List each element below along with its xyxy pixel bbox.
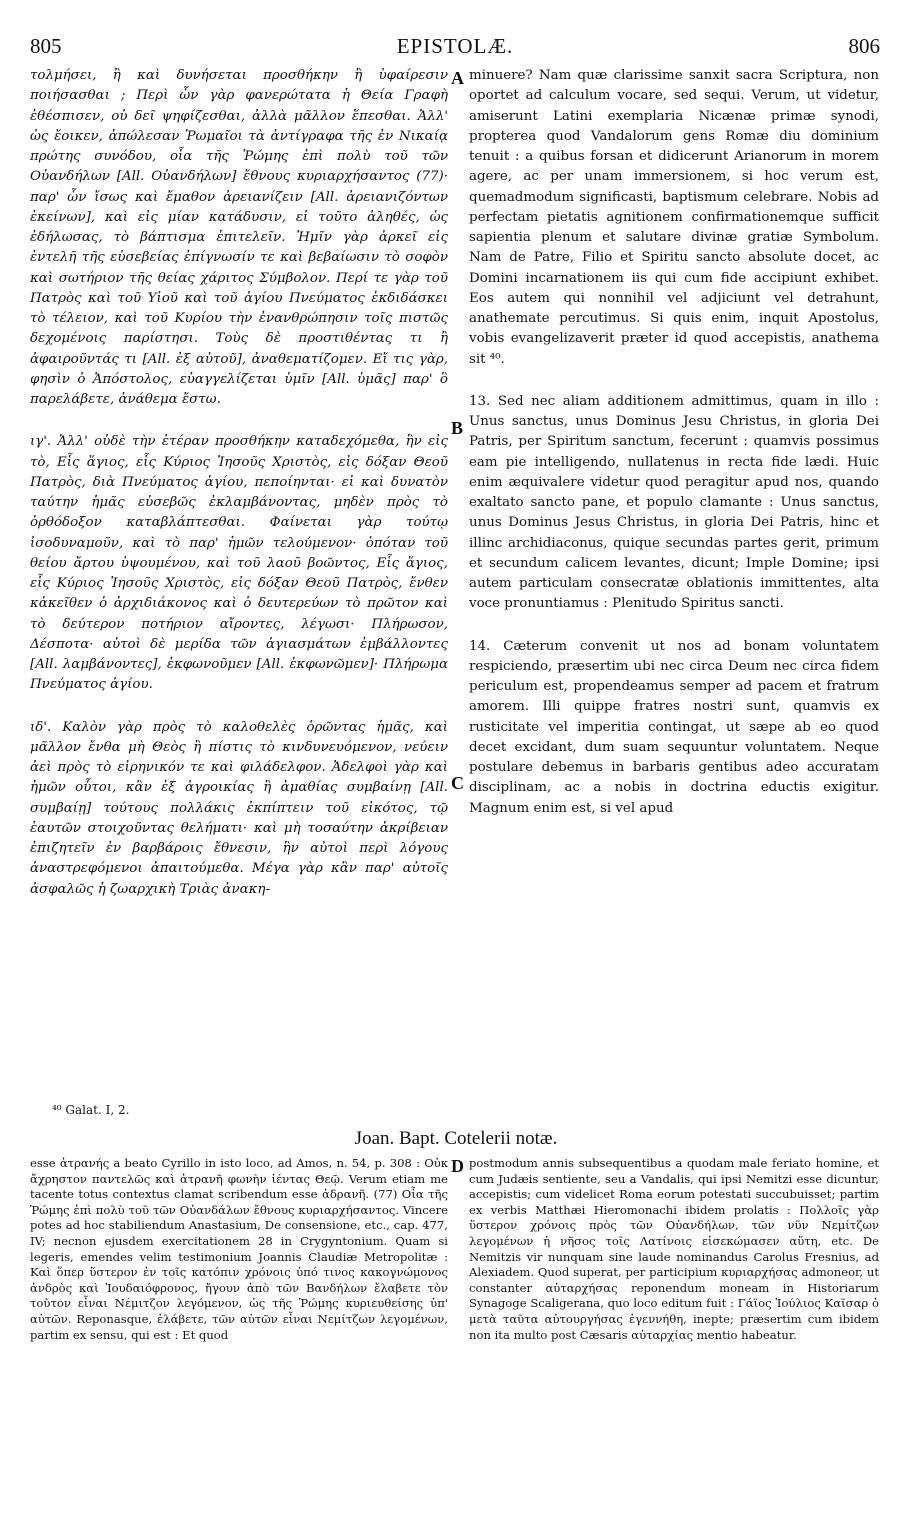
footnote: ⁴⁰ Galat. I, 2. <box>52 1103 130 1117</box>
greek-paragraph-1: τολμήσει, ἢ καὶ δυνήσεται προσθήκην ἢ ὑφαίρεσιν ποιήσασθαι ; Περὶ ὧν γὰρ φανερώτατα ἡ Θεία Γραφὴ ἐθέσπισεν, οὐ δεῖ ψηφίζεσθαι, ἀλλὰ μᾶλλον ἕπεσθαι. Ἀλλ' ὡς ἔοικεν, ἀπώλεσαν Ῥωμαῖοι τὰ ἀντίγραφα τῆς ἐν Νικαίᾳ πρώτης συνόδου, οἷα τῆς Ῥώμης ἐπὶ πολὺ τοῦ τῶν Οὐανδήλων [All. Οὐανδήλων] ἔθνους κυριαρχήσαντος (77)· παρ' ὧν ἴσως καὶ ἔμαθον ἀρειανίζειν [All. ἀρειανιζόντων ἐκείνων], καὶ εἰς μίαν κατάδυσιν, εἰ τοῦτο ἀληθές, ὡς ἐδήλωσας, τὸ βάπτισμα ἐπιτελεῖν. Ἡμῖν γὰρ ἀρκεῖ εἰς ἐντελῆ τῆς εὐσεβείας ἐπίγνωσίν τε καὶ βεβαίωσιν τὸ σοφὸν καὶ σωτήριον τῆς θείας χάριτος Σύμβολον. Περί τε γὰρ τοῦ Πατρὸς καὶ τοῦ Υἱοῦ καὶ τοῦ ἁγίου Πνεύματος ἐκδιδάσκει τὸ τέλειον, καὶ τοῦ Κυρίου τὴν ἐνανθρώπησιν τοῖς πιστῶς δεχομένοις παρίστησι. Τοὺς δὲ προστιθέντας τι ἢ ἀφαιροῦντάς τι [All. ἐξ αὐτοῦ], ἀναθεματίζομεν. Εἴ τις γὰρ, φησὶν ὁ Ἀπόστολος, εὐαγγελίζεται ὑμῖν [All. ὑμᾶς] παρ' ὃ παρελάβετε, ἀνάθεμα ἔστω. <box>30 68 448 407</box>
margin-marker-b: B <box>451 418 464 438</box>
greek-column <box>30 66 448 900</box>
latin-paragraph-2: 13. Sed nec aliam additionem admittimus, quam in illo : Unus sanctus, unus Dominus Jesu Christus, in gloria Dei Patris, per Spiritum sanctum, fecerunt : quamvis possimus eam pie intelligendo, nullatenus in recta fide lædi. Huic enim æquivalere videtur quod peragitur apud nos, quando exaltato sancto pane, et populo clamante : Unus sanctus, unus Dominus Jesus Christus, in gloria Dei Patris, hinc et illinc archidiaconus, quique secundas partes gerit, primum et secundum calicem levantes, dicunt; Imple Domine; ipsi autem particulam consecratæ oblationis immittentes, alta voce pronuntiamus : Plenitudo Spiritus sancti. <box>469 393 879 612</box>
page-header <box>30 34 880 60</box>
notes-left-text: esse ἀτρανής a beato Cyrillo in isto loco, ad Amos, n. 54, p. 308 : Οὐκ ἄχρηστον παντελῶς καὶ ἀτρανῆ φωνὴν ἱέντας Θεῷ. Verum etiam me tacente totus contextus clamat scribendum esse ἀδρανῆ. (77) Οἷα τῆς Ῥώμης ἐπὶ πολὺ τοῦ τῶν Οὐανδάλων ἔθνους κυριαρχήσαντος. Vincere potes ad hoc stabiliendum Anastasium, De consensione, etc., cap. 477, IV; necnon ejusdem exercitationem 28 in Crygyntonium. Quam si legeris, emendes velim testimonium Joannis Claudiæ Metropolitæ : Καὶ ὅπερ ὕστερον ἐν τοῖς κατόπιν χρόνοις ὑπό τινος κακογνώμονος ἀνδρὸς καὶ Ἰουδαιόφρονος, ἤγουν ἀπὸ τῶν Βανδήλων ἔλαβετε τὸν τοῦτον εἶναι Νέμιτζον λεγόμενον, ὡς τῆς Ῥώμης κυριευθείσης ὑπ' αὐτῶν. Reponasque, ἐλάβετε, τῶν αὐτῶν εἶναι Νεμίτζων λεγομένων, partim ex sensu, qui est : Et quod <box>30 1156 448 1342</box>
page-number-right: 806 <box>848 34 880 58</box>
margin-marker-d: D <box>451 1156 464 1176</box>
notes-right-text: postmodum annis subsequentibus a quodam male feriato homine, et cum Judæis sentiente, seu a Vandalis, qui ipsi Nemitzi esse dicuntur, accepistis; cum videlicet Roma eorum potestati succubuisset; partim ex verbis Matthæi Hieromonachi ibidem prolatis : Πολλοῖς γὰρ ὕστερον χρόνοις πρὸς τῶν Οὐανδήλων, τῶν νῦν Νεμίτζων λεγομένων ἡ νῆσος τοῖς Λατίνοις εἰσεκώμασεν αὕτη, etc. De Nemitzis vir nunquam sine laude nominandus Carolus Fresnius, ad Alexiadem. Quod superat, per participium κυριαρχήσας admoneor, ut constanter αὐταρχήσας reponendum moneam in Historiarum Synagoge Scaligerana, quo loco editum fuit : Γάϊος Ἰούλιος Καῖσαρ ὁ μετὰ ταῦτα αὐτουργήσας ἐγεννήθη, inepte; præsertim cum ibidem non ita multo post Cæsaris αὐταρχίας mentio habeatur. <box>469 1156 879 1342</box>
latin-paragraph-3: 14. Cæterum convenit ut nos ad bonam voluntatem respiciendo, præsertim ubi nec circa Deum nec circa fidem periculum est, propendeamus semper ad pacem et fratrum amorem. Illi quippe fratres nostri sunt, quamvis ex rusticitate vel imperitia contingat, ut sæpe ab eo quod decet excidant, dum suam sequuntur voluntatem. Neque postulare debemus in barbaris gentibus adeo accuratam disciplinam, ac a nobis in doctrina eductis exigitur. Magnum enim est, si vel apud <box>469 638 879 816</box>
latin-column <box>469 66 879 819</box>
latin-paragraph-1: minuere? Nam quæ clarissime sanxit sacra Scriptura, non oportet ad calculum vocare, sed sequi. Verum, ut videtur, amiserunt Latini exemplaria Nicænæ primæ synodi, propterea quod Vandalorum gens Romæ diu dominium tenuit : a quibus forsan et didicerunt Arianorum in morem agere, ac per unam immersionem, si hoc verum est, quemadmodum significasti, baptismum celebrare. Nobis ad perfectam pietatis agnitionem confirmationemque sufficit sapientia plenum et salutare divinæ gratiæ Symbolum. Nam de Patre, Filio et Spiritu sancto absolute docet, ac Domini incarnationem iis qui cum fide accipiunt exhibet. Eos autem qui nonnihil vel adjiciunt vel detrahunt, anathemate percutimus. Si quis enim, inquit Apostolus, vobis evangelizaverit præter id quod accepistis, anathema sit ⁴⁰. <box>469 68 879 367</box>
notes-left-column <box>30 1156 448 1343</box>
margin-marker-c: C <box>451 773 464 793</box>
margin-marker-a: A <box>451 68 464 88</box>
page-number-left: 805 <box>30 34 62 58</box>
notes-title: Joan. Bapt. Cotelerii notæ. <box>354 1128 558 1149</box>
notes-right-column <box>469 1156 879 1343</box>
greek-paragraph-3: ιδ'. Καλὸν γὰρ πρὸς τὸ καλοθελὲς ὁρῶντας ἡμᾶς, καὶ μᾶλλον ἔνθα μὴ Θεὸς ἢ πίστις τὸ κινδυνευόμενον, νεύειν ἀεὶ πρὸς τὸ εἰρηνικόν τε καὶ φιλάδελφον. Ἀδελφοὶ γὰρ καὶ ἡμῶν οὗτοι, κἂν ἐξ ἀγροικίας ἢ ἀμαθίας συμβαίνῃ [All. συμβαίῃ] τούτους πολλάκις ἐκπίπτειν τοῦ εἰκότος, τῷ ἑαυτῶν στοιχοῦντας θελήματι· καὶ μὴ τοσαύτην ἀκρίβειαν ἐπιζητεῖν ἐν βαρβάροις ἔθνεσιν, ἣν αὐτοὶ περὶ λόγους ἀναστρεφόμενοι ἀπαιτούμεθα. Μέγα γὰρ κἂν παρ' αὐτοῖς ἀσφαλῶς ἡ ζωαρχικὴ Τριὰς ἀνακη- <box>30 719 448 897</box>
running-title: EPISTOLÆ. <box>396 34 514 58</box>
greek-paragraph-2: ιγ'. Ἀλλ' οὐδὲ τὴν ἑτέραν προσθήκην καταδεχόμεθα, ἣν εἰς τὸ, Εἷς ἅγιος, εἷς Κύριος Ἰησοῦς Χριστὸς, εἰς δόξαν Θεοῦ Πατρὸς, διὰ Πνεύματος ἁγίου, πεποίηνται· εἰ καὶ δυνατὸν ταύτην ἡμᾶς εὐσεβῶς ἐκλαμβάνοντας, μηδὲν πρὸς τὸ ὀρθόδοξον καταβλάπτεσθαι. Φαίνεται γὰρ τούτῳ ἰσοδυναμοῦν, καὶ τὸ παρ' ἡμῶν τελούμενον· ὁπόταν τοῦ θείου ἄρτου ὑψουμένου, καὶ τοῦ λαοῦ βοῶντος, Εἷς ἅγιος, εἷς Κύριος Ἰησοῦς Χριστὸς, εἰς δόξαν Θεοῦ Πατρὸς, ἔνθεν κἀκεῖθεν ὁ ἀρχιδιάκονος καὶ ὁ δευτερεύων τὸ πρῶτον καὶ τὸ δεύτερον ποτήριον αἴροντες, λέγωσι· Πλήρωσον, Δέσποτα· αὐτοὶ δὲ μερίδα τῶν ἁγιασμάτων ἐμβάλλοντες [All. λαμβάνοντες], ἐκφωνοῦμεν [All. ἐκφωνῶμεν]· Πλήρωμα Πνεύματος ἁγίου. <box>30 434 448 693</box>
